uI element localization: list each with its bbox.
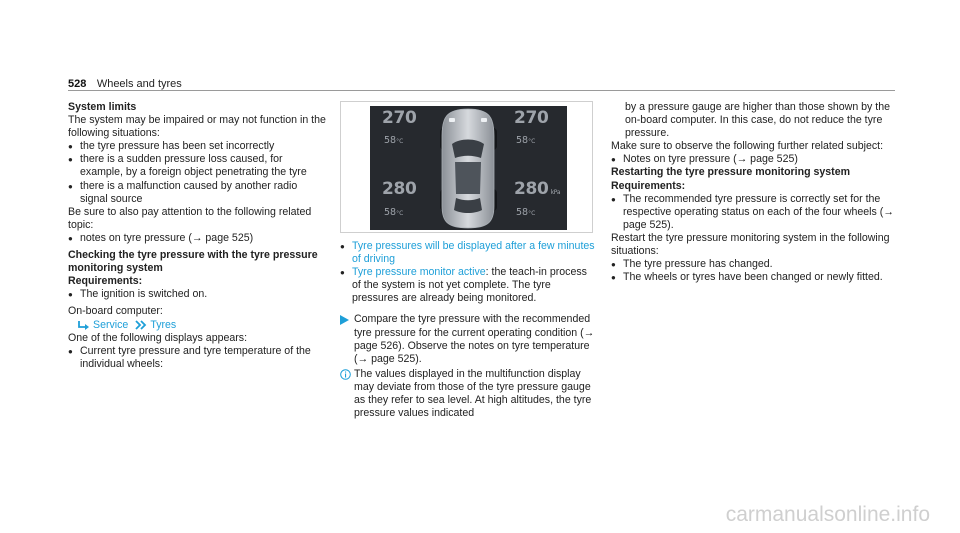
column-left <box>68 101 326 371</box>
bullet-icon: ● <box>68 181 73 191</box>
list-item: ● The tyre pressure has changed. <box>611 258 773 271</box>
list-item: ● Tyre pressure monitor active: the teach-in process of the system is not yet complete. The tyre pressures are already being monitored. <box>340 266 587 305</box>
menu-path-tyres[interactable]: Tyres <box>150 318 177 331</box>
bullet-icon: ● <box>611 194 616 204</box>
list-item: ● The wheels or tyres have been changed or newly fitted. <box>611 271 883 284</box>
bullet-icon: ● <box>68 346 73 356</box>
bullet-icon: ● <box>340 242 345 251</box>
display-messages-list <box>340 240 598 305</box>
header-divider <box>68 90 895 91</box>
list-item: ● the tyre pressure has been set incorrectly <box>68 140 275 153</box>
bullet-icon: ● <box>68 233 73 243</box>
on-board-computer-label: On-board computer: <box>68 305 163 318</box>
info-icon <box>340 369 351 380</box>
system-limits-heading: System limits <box>68 101 137 113</box>
requirements-label: Requirements: <box>68 275 143 288</box>
restart-heading: Restarting the tyre pressure monitoring system <box>611 166 851 179</box>
bullet-icon: ● <box>68 290 73 300</box>
front-right-pressure: 270 <box>514 108 549 128</box>
displays-intro: One of the following displays appears: <box>68 331 248 344</box>
list-item: ● Current tyre pressure and tyre temperature of the individual wheels: <box>68 344 311 370</box>
list-item: ● The ignition is switched on. <box>68 288 208 301</box>
instructions <box>340 313 598 420</box>
list-item: ● Tyre pressures will be displayed after a few minutes of driving <box>340 240 595 266</box>
system-limits-intro: The system may be impaired or may not function in the following situations: <box>68 114 326 140</box>
enter-arrow-icon <box>77 320 90 331</box>
column-right <box>611 101 895 284</box>
page-title: Wheels and tyres <box>96 78 182 90</box>
front-left-temp: 58°C <box>384 135 404 146</box>
list-item: ● there is a sudden pressure loss caused, for example, by a foreign object penetrating the tyre <box>68 153 307 179</box>
note-continuation: by a pressure gauge are higher than those shown by the on-board computer. In this case, do not reduce the tyre pressure. <box>625 101 891 140</box>
watermark: carmanualsonline.info <box>725 503 930 526</box>
rear-right-temp: 58°C <box>516 207 536 218</box>
page-header <box>68 74 892 88</box>
front-left-pressure: 270 <box>382 108 417 128</box>
rear-left-pressure: 280 <box>382 179 417 199</box>
observe-intro: Make sure to observe the following further related subject: <box>611 140 884 153</box>
double-chevron-icon <box>135 320 147 330</box>
menu-path <box>68 319 326 332</box>
requirements-label: Requirements: <box>611 179 686 192</box>
bullet-icon: ● <box>68 155 73 165</box>
list-item: ● there is a malfunction caused by another radio signal source <box>68 179 298 205</box>
bullet-icon: ● <box>611 260 616 270</box>
instrument-screen <box>370 106 567 230</box>
bullet-icon: ● <box>68 142 73 152</box>
bullet-icon: ● <box>611 155 616 165</box>
bullet-icon: ● <box>611 273 616 283</box>
restart-intro: Restart the tyre pressure monitoring system in the following situations: <box>611 231 890 258</box>
page-number: 528 <box>68 78 87 90</box>
list-item[interactable]: ● notes on tyre pressure (→ page 525) <box>68 231 254 244</box>
bullet-icon: ● <box>340 268 345 278</box>
related-topic-intro: Be sure to also pay attention to the following related topic: <box>68 205 312 231</box>
tyre-pressure-display-image <box>340 101 593 233</box>
menu-path-service[interactable]: Service <box>93 318 129 331</box>
rear-left-temp: 58°C <box>384 207 404 218</box>
info-note: The values displayed in the multifunction display may deviate from those of the tyre pressure gauge as they refer to sea level. At high altitudes, the tyre pressure values indicated <box>340 368 598 420</box>
rear-right-pressure: 280 kPa <box>514 179 561 199</box>
list-item[interactable]: ● Notes on tyre pressure (→ page 525) <box>611 153 798 166</box>
list-item: ● The recommended tyre pressure is correctly set for the respective operating status on each of the four wheels (→ page 525). <box>611 192 894 231</box>
front-right-temp: 58°C <box>516 135 536 146</box>
play-arrow-icon <box>340 315 349 325</box>
action-step: Compare the tyre pressure with the recommended tyre pressure for the current operating condition (→ page 526). Observe the notes on tyre temperature (→ page 525). <box>340 313 598 365</box>
checking-heading: Checking the tyre pressure with the tyre pressure monitoring system <box>68 249 318 275</box>
column-middle <box>340 101 598 420</box>
